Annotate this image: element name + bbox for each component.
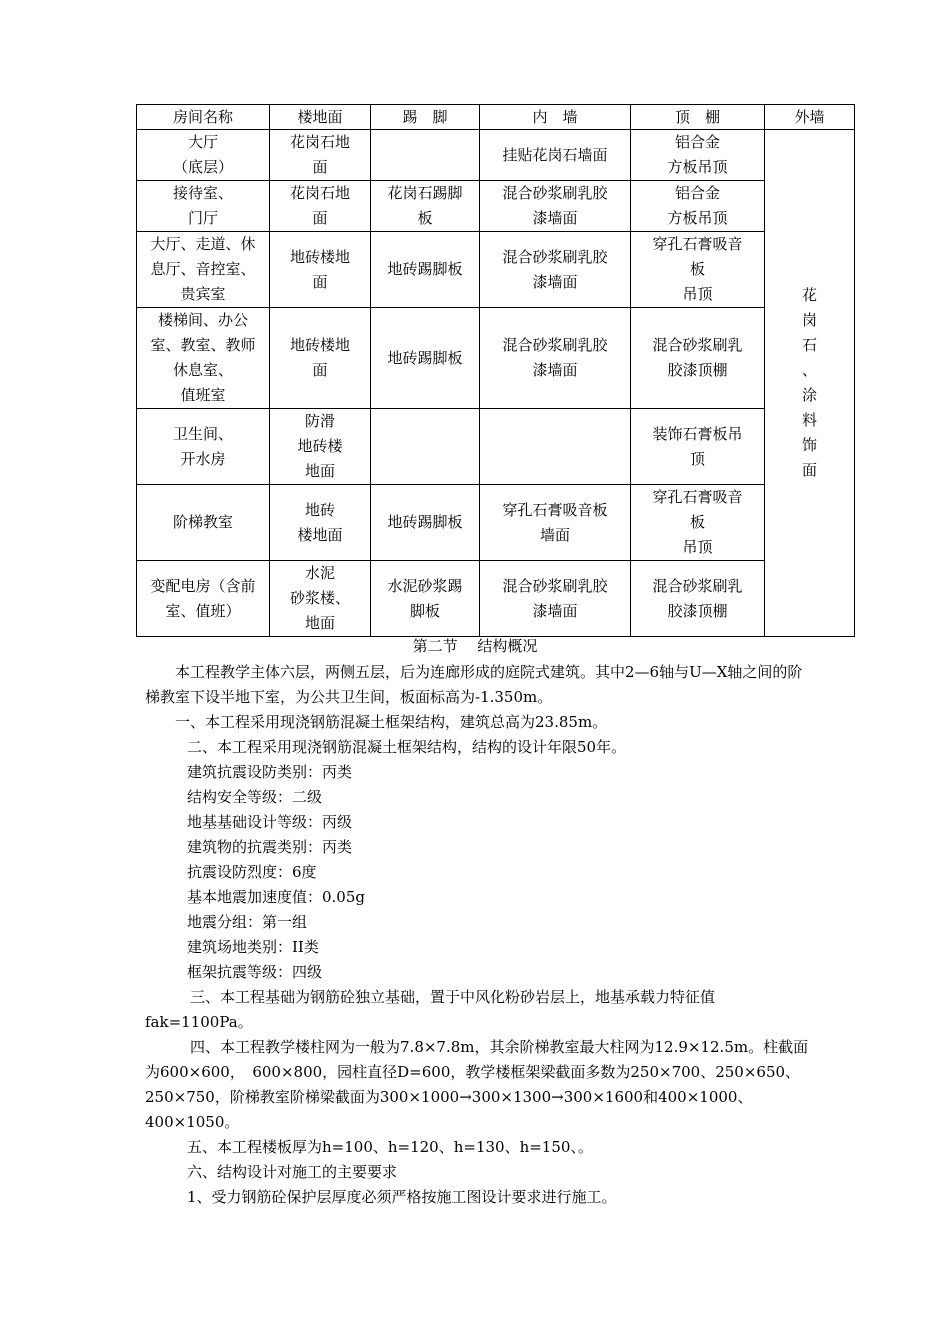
cell-floor: 防滑 地砖楼 地面 [270, 409, 371, 485]
header-room: 房间名称 [137, 105, 270, 130]
cell-room: 大厅 （底层） [137, 130, 270, 181]
cell-wall: 混合砂浆刷乳胶 漆墙面 [480, 561, 631, 637]
param-item: 基本地震加速度值：0.05g [187, 888, 366, 906]
cell-skirting: 地砖踢脚板 [371, 232, 480, 308]
item-6-1: 1、受力钢筋砼保护层厚度必须严格按施工图设计要求进行施工。 [187, 1188, 617, 1206]
cell-floor: 地砖 楼地面 [270, 485, 371, 561]
header-exterior: 外墙 [765, 105, 855, 130]
cell-skirting: 水泥砂浆踢 脚板 [371, 561, 480, 637]
cell-skirting [371, 130, 480, 181]
cell-floor: 水泥 砂浆楼、 地面 [270, 561, 371, 637]
cell-ceiling: 混合砂浆刷乳 胶漆顶棚 [631, 561, 765, 637]
cell-skirting: 花岗石踢脚 板 [371, 181, 480, 232]
cell-floor: 花岗石地 面 [270, 130, 371, 181]
cell-room: 阶梯教室 [137, 485, 270, 561]
table-row [137, 181, 855, 232]
param-item: 抗震设防烈度：6度 [187, 863, 317, 881]
param-item: 地震分组：第一组 [187, 913, 308, 931]
cell-skirting: 地砖踢脚板 [371, 485, 480, 561]
cell-ceiling: 穿孔石膏吸音 板 吊顶 [631, 232, 765, 308]
cell-ceiling: 铝合金 方板吊顶 [631, 181, 765, 232]
cell-ceiling: 穿孔石膏吸音 板 吊顶 [631, 485, 765, 561]
table-row [137, 561, 855, 637]
header-floor: 楼地面 [270, 105, 371, 130]
item-2: 二、本工程采用现浇钢筋混凝土框架结构，结构的设计年限50年。 [187, 738, 627, 756]
intro-paragraph: 本工程教学主体六层，两侧五层，后为连廊形成的庭院式建筑。其中2—6轴与U—X轴之间的阶梯教室下设半地下室，为公共卫生间，板面标高为-1.350m。 [145, 663, 803, 706]
param-item: 地基基础设计等级：丙级 [187, 813, 353, 831]
param-item: 建筑物的抗震类别：丙类 [187, 838, 353, 856]
item-5: 五、本工程楼板厚为h=100、h=120、h=130、h=150、。 [187, 1138, 593, 1156]
table-row [137, 232, 855, 308]
cell-ceiling: 混合砂浆刷乳 胶漆顶棚 [631, 308, 765, 409]
section-title: 第二节 结构概况 [412, 637, 538, 655]
table-row [137, 308, 855, 409]
cell-room: 卫生间、 开水房 [137, 409, 270, 485]
table-header-row [137, 105, 855, 130]
table-row [137, 409, 855, 485]
param-item: 建筑场地类别：II类 [187, 938, 319, 956]
table-row [137, 485, 855, 561]
cell-wall: 穿孔石膏吸音板 墙面 [480, 485, 631, 561]
item-6: 六、结构设计对施工的主要要求 [187, 1163, 398, 1181]
cell-floor: 地砖楼地 面 [270, 232, 371, 308]
header-wall: 内 墙 [480, 105, 631, 130]
header-skirting: 踢 脚 [371, 105, 480, 130]
cell-floor: 地砖楼地 面 [270, 308, 371, 409]
cell-wall: 混合砂浆刷乳胶 漆墙面 [480, 181, 631, 232]
cell-skirting [371, 409, 480, 485]
header-ceiling: 顶 棚 [631, 105, 765, 130]
cell-room: 变配电房（含前 室、值班） [137, 561, 270, 637]
cell-exterior: 花 岗 石 、 涂 料 饰 面 [765, 130, 855, 637]
item-4: 四、本工程教学楼柱网为一般为7.8×7.8m，其余阶梯教室最大柱网为12.9×12.5m。柱截面为600×600， 600×800，园柱直径D=600，教学楼框架梁截面多数为250×700、250×650、250×750，阶梯教室阶梯梁截面为300×1000→300×1300→300×1600和400×1000、400×1050。 [145, 1038, 809, 1131]
cell-room: 楼梯间、办公 室、教室、教师 休息室、 值班室 [137, 308, 270, 409]
param-item: 结构安全等级：二级 [187, 788, 323, 806]
cell-wall: 混合砂浆刷乳胶 漆墙面 [480, 308, 631, 409]
cell-skirting: 地砖踢脚板 [371, 308, 480, 409]
cell-room: 接待室、 门厅 [137, 181, 270, 232]
cell-ceiling: 装饰石膏板吊 顶 [631, 409, 765, 485]
cell-room: 大厅、走道、休 息厅、音控室、 贵宾室 [137, 232, 270, 308]
cell-ceiling: 铝合金 方板吊顶 [631, 130, 765, 181]
item-3: 三、本工程基础为钢筋砼独立基础，置于中风化粉砂岩层上，地基承载力特征值fak=1100Pa。 [145, 988, 716, 1031]
item-1: 一、本工程采用现浇钢筋混凝土框架结构，建筑总高为23.85m。 [175, 713, 608, 731]
param-item: 框架抗震等级：四级 [187, 963, 323, 981]
table-row [137, 130, 855, 181]
finish-table [136, 104, 855, 637]
cell-floor: 花岗石地 面 [270, 181, 371, 232]
cell-wall [480, 409, 631, 485]
param-item: 建筑抗震设防类别：丙类 [187, 763, 353, 781]
cell-wall: 混合砂浆刷乳胶 漆墙面 [480, 232, 631, 308]
cell-wall: 挂贴花岗石墙面 [480, 130, 631, 181]
